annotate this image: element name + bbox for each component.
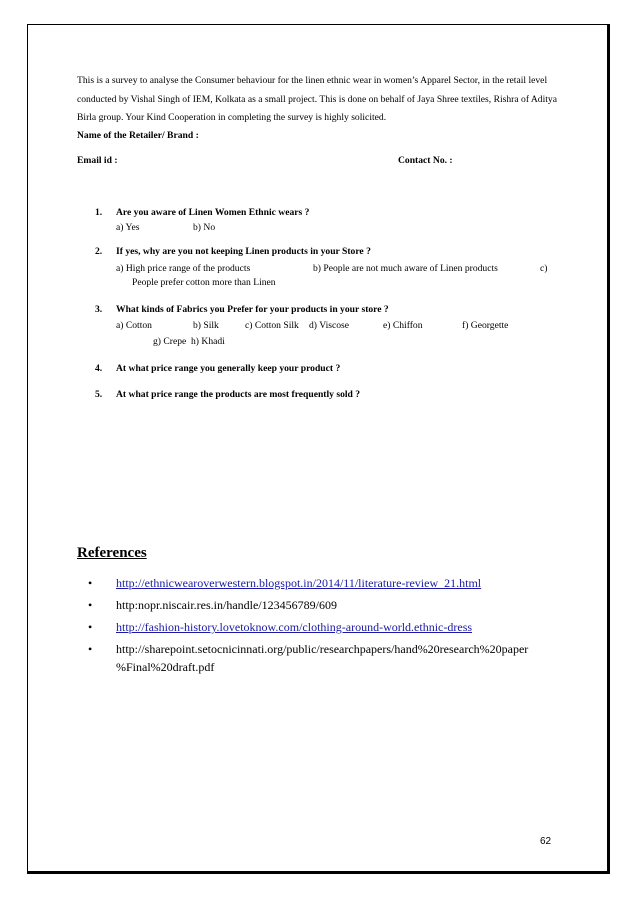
question-text: At what price range the products are most frequently sold ?: [116, 389, 361, 400]
page-number: 62: [540, 836, 552, 847]
references-heading: References: [77, 545, 147, 561]
q1-option-b: b) No: [193, 222, 216, 233]
q3-option-b: b) Silk: [193, 320, 219, 331]
reference-item: [88, 618, 568, 636]
page-border: [27, 24, 610, 874]
retailer-field-label: Name of the Retailer/ Brand :: [77, 130, 199, 141]
question-number: 2.: [95, 246, 103, 257]
contact-field-label: Contact No. :: [398, 155, 453, 166]
reference-item: [88, 640, 568, 676]
email-field-label: Email id :: [77, 155, 118, 166]
survey-intro: This is a survey to analyse the Consumer behaviour for the linen ethnic wear in women’s Apparel Sector, in the retail level conducted by Vishal Singh of IEM, Kolkata as a small project. This is done on behalf of Jaya Shree textiles, Rishra of Aditya Birla group. Your Kind Cooperation in completing the survey is highly solicited.: [77, 75, 557, 123]
reference-text: http:nopr.niscair.res.in/handle/123456789/609: [116, 598, 337, 612]
references-list: [88, 574, 568, 680]
q3-option-c: c) Cotton Silk: [245, 320, 299, 331]
q2-option-c: People prefer cotton more than Linen: [132, 277, 276, 288]
question-text: At what price range you generally keep your product ?: [116, 363, 341, 374]
q2-option-b: b) People are not much aware of Linen products: [313, 263, 498, 274]
bullet-icon: •: [88, 576, 93, 590]
question-number: 1.: [95, 207, 103, 218]
q3-option-f: f) Georgette: [462, 320, 509, 331]
q1-option-a: a) Yes: [116, 222, 140, 233]
reference-item: [88, 596, 568, 614]
reference-link[interactable]: http://ethnicwearoverwestern.blogspot.in/2014/11/literature-review_21.html: [116, 576, 482, 590]
q3-option-g: g) Crepe: [153, 336, 187, 347]
question-text: If yes, why are you not keeping Linen products in your Store ?: [116, 246, 371, 257]
question-text: What kinds of Fabrics you Prefer for your products in your store ?: [116, 304, 389, 315]
question-number: 4.: [95, 363, 103, 374]
reference-text: http://sharepoint.setocnicinnati.org/public/researchpapers/hand%20research%20paper %Final%20draft.pdf: [116, 642, 529, 674]
question-text: Are you aware of Linen Women Ethnic wears ?: [116, 207, 310, 218]
q3-option-e: e) Chiffon: [383, 320, 423, 331]
bullet-icon: •: [88, 620, 93, 634]
bullet-icon: •: [88, 642, 93, 656]
q3-option-d: d) Viscose: [309, 320, 350, 331]
question-number: 5.: [95, 389, 103, 400]
q3-option-h: h) Khadi: [191, 336, 225, 347]
question-number: 3.: [95, 304, 103, 315]
bullet-icon: •: [88, 598, 93, 612]
q2-option-a: a) High price range of the products: [116, 263, 251, 274]
q2-option-c-marker: c): [540, 263, 548, 274]
q3-option-a: a) Cotton: [116, 320, 152, 331]
reference-item: [88, 574, 568, 592]
reference-link[interactable]: http://fashion-history.lovetoknow.com/clothing-around-world.ethnic-dress: [116, 620, 473, 634]
